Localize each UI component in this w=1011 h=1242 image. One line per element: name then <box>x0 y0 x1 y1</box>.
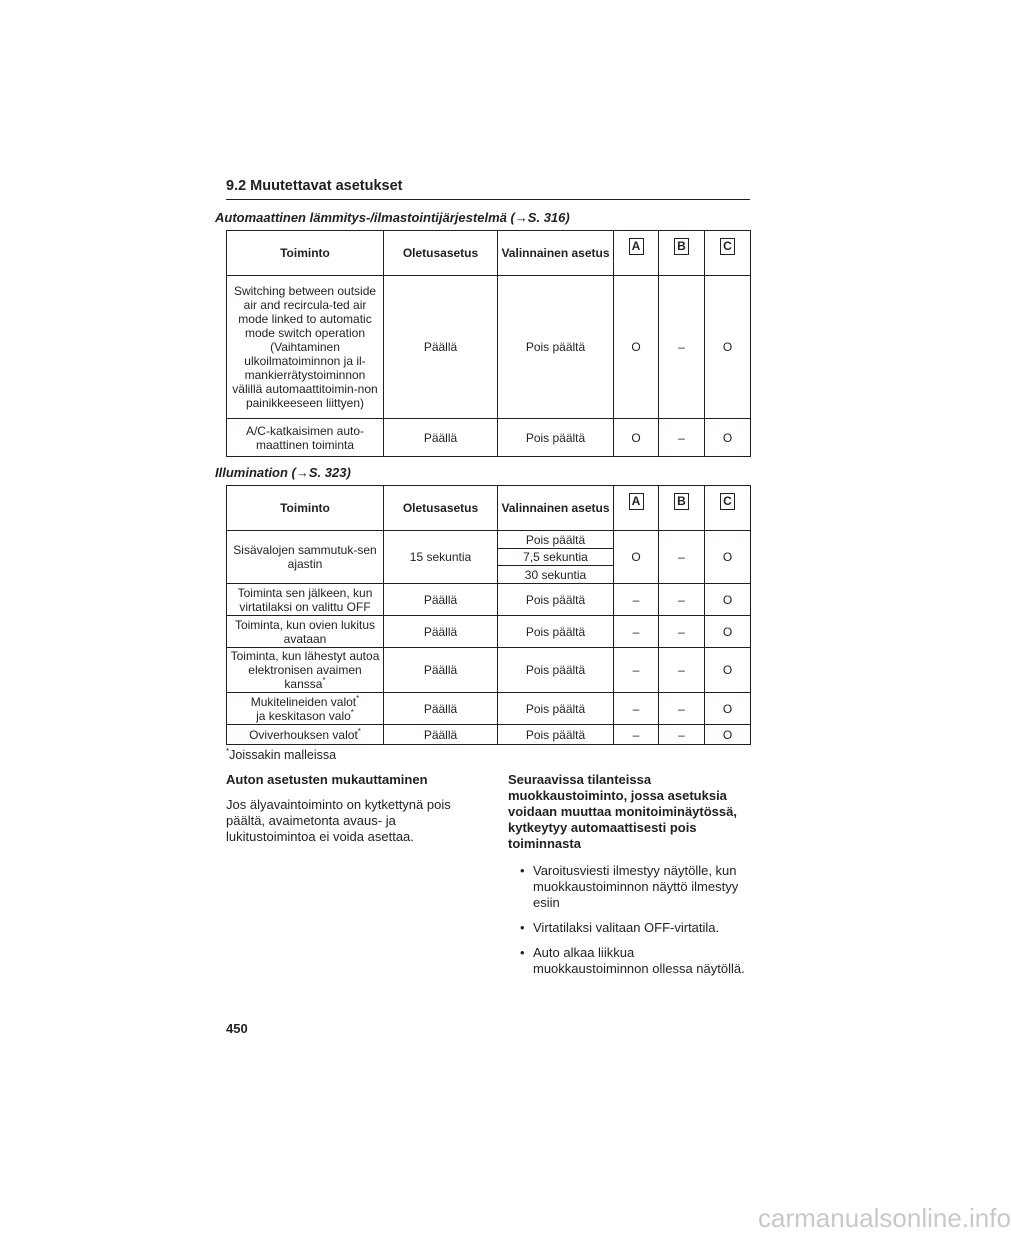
default-cell: Päällä <box>384 419 498 457</box>
a-cell: – <box>614 725 659 745</box>
function-cell: Toiminta sen jälkeen, kun virtatilaksi on valittu OFF <box>227 584 384 616</box>
header-default: Oletusasetus <box>384 231 498 276</box>
default-cell: Päällä <box>384 648 498 693</box>
left-column <box>226 772 476 845</box>
list-item: • Auto alkaa liikkua muokkaustoiminnon ollessa näytöllä. <box>508 945 748 977</box>
customization-heading: Auton asetusten mukauttaminen <box>226 772 428 787</box>
c-cell: O <box>705 648 751 693</box>
b-cell: – <box>659 276 705 419</box>
footnote: *Joissakin malleissa <box>226 746 337 762</box>
arrow-icon: → <box>514 210 528 225</box>
function-cell: Oviverhouksen valot* <box>227 725 384 745</box>
default-cell: Päällä <box>384 693 498 725</box>
optional-cell: Pois päältä <box>498 648 614 693</box>
table2-title: Illumination (→S. 323) <box>215 465 351 480</box>
default-cell: 15 sekuntia <box>384 531 498 584</box>
b-cell: – <box>659 693 705 725</box>
optional-cell: Pois päältä <box>498 725 614 745</box>
a-cell: – <box>614 648 659 693</box>
section-divider <box>226 199 750 200</box>
list-item: • Varoitusviesti ilmestyy näytölle, kun muokkaustoiminnon näyttö ilmestyy esiin <box>508 863 748 911</box>
optional-cell: Pois päältä <box>498 276 614 419</box>
a-cell: – <box>614 584 659 616</box>
a-cell: – <box>614 693 659 725</box>
table1-title: Automaattinen lämmitys-/ilmastointijärjestelmä (→S. 316) <box>215 210 570 225</box>
right-column <box>508 772 748 986</box>
b-cell: – <box>659 725 705 745</box>
customization-body: Jos älyavaintoiminto on kytkettynä pois päältä, avaimetonta avaus- ja lukitustoimintoa ei voida asettaa. <box>226 797 451 844</box>
default-cell: Päällä <box>384 616 498 648</box>
header-default: Oletusasetus <box>384 486 498 531</box>
auto-off-list <box>508 863 748 977</box>
table-row <box>227 584 751 616</box>
header-optional: Valinnainen asetus <box>498 231 614 276</box>
b-cell: – <box>659 531 705 584</box>
optional-cell: Pois päältä <box>498 616 614 648</box>
c-cell: O <box>705 276 751 419</box>
c-cell: O <box>705 693 751 725</box>
table-row <box>227 616 751 648</box>
function-cell: Switching between outside air and recircula-ted air mode linked to automatic mode switch operation (Vaihtaminen ulkoilmatoiminnon ja il-mankierrätystoiminnon välillä automaattitoimin-non painikkeeseen liittyen) <box>227 276 384 419</box>
page-number: 450 <box>226 1021 248 1036</box>
a-cell: – <box>614 616 659 648</box>
a-cell: O <box>614 276 659 419</box>
table-row <box>227 648 751 693</box>
arrow-icon: → <box>295 465 309 480</box>
watermark: carmanualsonline.info <box>758 1203 1011 1233</box>
a-cell: O <box>614 419 659 457</box>
climate-settings-table <box>226 230 751 457</box>
function-cell: Toiminta, kun lähestyt autoa elektronisen avaimen kanssa* <box>227 648 384 693</box>
b-cell: – <box>659 584 705 616</box>
c-cell: O <box>705 725 751 745</box>
header-optional: Valinnainen asetus <box>498 486 614 531</box>
illumination-settings-table <box>226 485 751 745</box>
table-row <box>227 276 751 419</box>
header-a: A <box>614 231 659 276</box>
header-c: C <box>705 486 751 531</box>
list-item: • Virtatilaksi valitaan OFF-virtatila. <box>508 920 748 936</box>
b-cell: – <box>659 616 705 648</box>
function-cell: Sisävalojen sammutuk-sen ajastin <box>227 531 384 584</box>
section-title: 9.2 Muutettavat asetukset <box>226 178 403 194</box>
optional-cell: Pois päältä <box>498 531 614 549</box>
c-cell: O <box>705 531 751 584</box>
header-a: A <box>614 486 659 531</box>
optional-cell: Pois päältä <box>498 584 614 616</box>
optional-cell: 30 sekuntia <box>498 566 614 584</box>
auto-off-heading: Seuraavissa tilanteissa muokkaustoiminto, jossa asetuksia voidaan muuttaa monitoiminäytössä, kytkeytyy automaattisesti pois toiminnasta <box>508 772 737 851</box>
function-cell: A/C-katkaisimen auto-maattinen toiminta <box>227 419 384 457</box>
optional-cell: Pois päältä <box>498 693 614 725</box>
optional-cell: Pois päältä <box>498 419 614 457</box>
c-cell: O <box>705 419 751 457</box>
table-row <box>227 725 751 745</box>
function-cell: Mukitelineiden valot* ja keskitason valo* <box>227 693 384 725</box>
default-cell: Päällä <box>384 725 498 745</box>
optional-cell: 7,5 sekuntia <box>498 549 614 566</box>
table-row <box>227 693 751 725</box>
header-b: B <box>659 231 705 276</box>
header-function: Toiminto <box>227 486 384 531</box>
table-row <box>227 419 751 457</box>
default-cell: Päällä <box>384 584 498 616</box>
c-cell: O <box>705 584 751 616</box>
table-row <box>227 531 751 549</box>
b-cell: – <box>659 648 705 693</box>
header-b: B <box>659 486 705 531</box>
b-cell: – <box>659 419 705 457</box>
default-cell: Päällä <box>384 276 498 419</box>
header-c: C <box>705 231 751 276</box>
header-function: Toiminto <box>227 231 384 276</box>
function-cell: Toiminta, kun ovien lukitus avataan <box>227 616 384 648</box>
c-cell: O <box>705 616 751 648</box>
a-cell: O <box>614 531 659 584</box>
